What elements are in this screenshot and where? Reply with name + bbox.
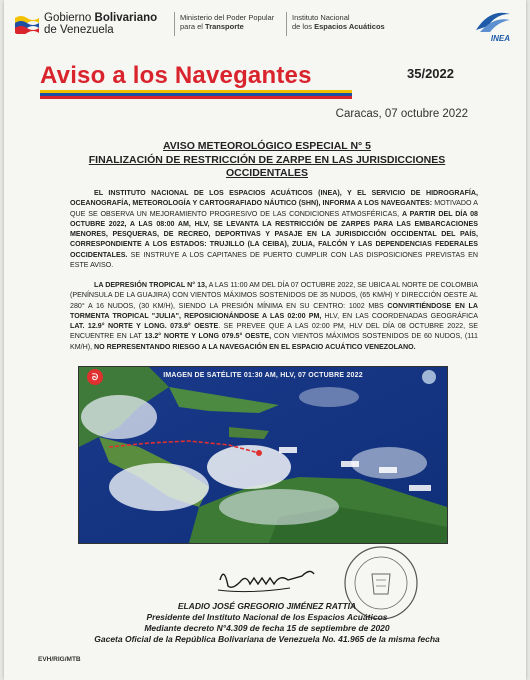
institute-line1: Instituto Nacional xyxy=(292,13,350,22)
government-name xyxy=(44,12,157,36)
institute-line2-prefix: de los xyxy=(292,22,315,31)
notice-title: Aviso a los Navegantes xyxy=(40,62,312,89)
handwritten-signature xyxy=(210,560,320,600)
p1-normal-b: SE INSTRUYE A LOS CAPITANES DE PUERTO CUMPLIR CON LAS DISPOSICIONES PREVISTAS EN ESTE AVISO. xyxy=(70,250,478,270)
flag-stripe-red xyxy=(40,96,352,99)
p2-bold-c: LAT. 12.9° NORTE Y LONG. 073.9° OESTE xyxy=(70,322,219,331)
header-divider xyxy=(174,12,175,36)
header-divider xyxy=(286,12,287,36)
ministry-line2-bold: Transporte xyxy=(205,22,244,31)
ministry-line2-prefix: para el xyxy=(180,22,206,31)
p1-normal-a: MOTIVADO A QUE SE OBSERVA UN MEJORAMIENTO PROGRESIVO DE LAS CONDICIONES ATMOSFÉRICAS, xyxy=(70,199,478,218)
p2-bold-e: NO REPRESENTANDO RIESGO A LA NAVEGACIÓN EN EL ESPACIO ACUÁTICO VENEZOLANO. xyxy=(94,342,416,351)
paragraph-2 xyxy=(70,280,478,352)
doc-heading-2-line2: OCCIDENTALES xyxy=(225,167,309,179)
svg-text:ᘐ: ᘐ xyxy=(91,373,99,383)
signer-name: ELADIO JOSÉ GREGORIO JIMÉNEZ RATTIA xyxy=(177,601,357,611)
place-date: Caracas, 07 octubre 2022 xyxy=(335,108,468,120)
p2-normal-a: A LAS 11:00 AM DEL DÍA 07 OCTUBRE 2022, SE UBICA AL NORTE DE COLOMBIA (PENÍNSULA DE LA GUAJIRA) CON VIENTOS MÁXIMOS SOSTENIDOS DE 35 NUDOS, (65 KM/H) Y DIRECCIÓN OESTE AL 280° A 16 NUDOS, (30 KM/H), SIENDO LA PRESIÓN MÍNIMA EN SU CENTRO: 1002 MBS xyxy=(70,281,478,310)
gov-line1-prefix: Gobierno xyxy=(44,12,95,24)
institute-line2-bold: Espacios Acuáticos xyxy=(314,22,385,31)
inea-logo-text: INEA xyxy=(490,34,510,43)
p2-normal-b: HLV, EN LAS COORDENADAS GEOGRÁFICA xyxy=(321,311,478,320)
p2-bold-b: CONVIRTIÉNDOSE EN LA TORMENTA TROPICAL "JULIA", REPOSICIONÁNDOSE A LAS 02:00 PM, xyxy=(70,301,478,320)
gov-line1-bold: Bolivariano xyxy=(94,12,158,24)
doc-heading-2-line1: FINALIZACIÓN DE RESTRICCIÓN DE ZARPE EN LAS JURISDICCIONES xyxy=(88,154,446,166)
satellite-map-graphic xyxy=(79,367,447,543)
p2-normal-c: . SE PREVEE QUE A LAS 02:00 PM, HLV DEL DÍA 08 OCTUBRE 2022, SE ENCUENTRE EN LAT xyxy=(70,322,478,341)
p2-normal-d: CON VIENTOS MÁXIMOS SOSTENIDOS DE 60 NUDOS, (111 KM/H), xyxy=(70,332,479,351)
p2-bold-d: 13.2° NORTE Y LONG 079.5° OESTE, xyxy=(144,332,272,341)
signer-gazette: Gaceta Oficial de la República Bolivariana de Venezuela No. 41.965 de la misma fecha xyxy=(94,634,440,644)
doc-heading-1: AVISO METEOROLÓGICO ESPECIAL N° 5 xyxy=(162,140,371,152)
reference-initials: EVH/RIG/MTB xyxy=(38,656,81,663)
paragraph-1 xyxy=(70,188,478,270)
ministry-name xyxy=(180,13,274,31)
signer-title: Presidente del Instituto Nacional de los Espacios Acuáticos xyxy=(146,612,388,622)
ministry-line1: Ministerio del Poder Popular xyxy=(180,13,275,22)
notice-number: 35/2022 xyxy=(407,66,454,81)
header xyxy=(14,8,518,44)
p1-bold-a: EL INSTITUTO NACIONAL DE LOS ESPACIOS ACUÁTICOS (INEA), Y EL SERVICIO DE HIDROGRAFÍA, OCEANOGRAFÍA, METEOROLOGÍA Y CARTOGRAFIADO NÁUTICO (SHN), INFORMA A LOS NAVEGANTES: xyxy=(70,189,478,208)
p2-bold-a: LA DEPRESIÓN TROPICAL N° 13, xyxy=(94,281,207,289)
p1-bold-b: A PARTIR DEL DÍA 08 OCTUBRE 2022, A LAS 08:00 AM, HLV, SE LEVANTA LA RESTRICCIÓN DE ZARPES PARA LAS EMBARCACIONES MENORES, PESQUERAS, DE RECREO, DEPORTIVAS Y PASAJE EN LA JURISDICCIÓN OCCIDENTAL DEL PAÍS, CORRESPONDIENTE A LOS ESTADOS: TRUJILLO (LA CEIBA), ZULIA, FALCÓN Y LAS DEPENDENCIAS FEDERALES OCCIDENTALES. xyxy=(70,209,478,259)
document-page xyxy=(4,0,526,680)
signer-decree: Mediante decreto N°4.309 de fecha 15 de septiembre de 2020 xyxy=(144,623,390,633)
satellite-image xyxy=(78,366,448,544)
gov-line2: de Venezuela xyxy=(44,24,114,36)
institute-name xyxy=(292,13,385,31)
venezuela-flag-icon xyxy=(14,12,40,34)
satellite-caption: IMAGEN DE SATÉLITE 01:30 AM, HLV, 07 OCTUBRE 2022 xyxy=(163,372,363,379)
